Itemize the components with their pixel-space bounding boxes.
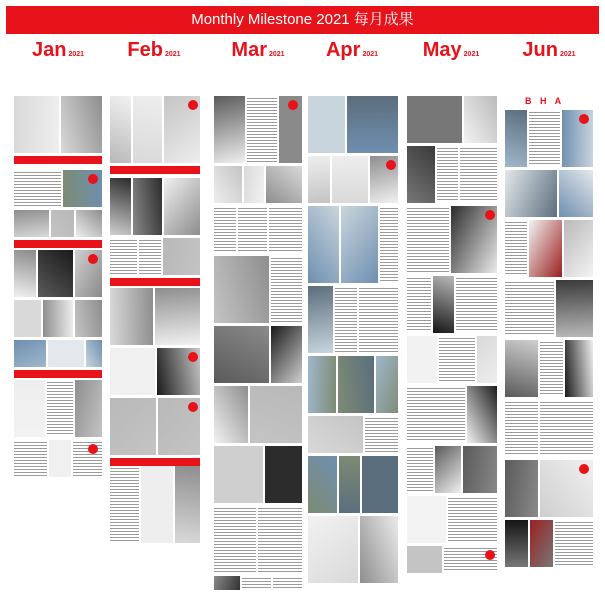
project-image [110,178,131,235]
project-image [214,326,269,383]
project-image [214,256,269,323]
month-year: 2021 [559,51,576,58]
project-image [175,466,200,543]
project-image [529,220,562,277]
text-block [555,522,593,566]
month-column-jan [12,38,104,590]
section-bar [110,278,200,286]
text-block [47,382,73,436]
red-marker [88,174,98,184]
project-image [347,96,398,153]
text-block [14,442,47,476]
project-image [505,170,557,217]
project-image [14,380,45,437]
red-marker [579,114,589,124]
text-block [540,342,563,396]
project-image [308,286,333,353]
month-column-may [405,38,497,590]
month-header [405,38,497,62]
project-image [308,356,336,413]
project-image [308,516,358,583]
section-bar [110,166,200,174]
project-image [564,220,593,277]
text-block [448,498,497,542]
project-image [464,96,497,143]
text-block [437,148,458,202]
month-year: 2021 [68,51,85,58]
project-image [75,380,102,437]
text-block [529,112,560,166]
red-marker [485,550,495,560]
project-image [163,238,200,275]
project-image [308,456,337,513]
text-block [380,208,398,282]
project-image [110,348,155,395]
month-header [212,38,304,62]
red-marker [386,160,396,170]
project-image [308,416,363,453]
project-image [14,340,46,367]
project-image [433,276,454,333]
project-image [75,300,102,337]
text-block [407,208,449,272]
milestone-banner [6,6,599,34]
project-image [49,440,71,477]
month-header [108,38,200,62]
project-image [43,300,73,337]
text-block [456,278,497,332]
month-header [503,38,595,62]
bha-logo-text: B H A [525,96,565,106]
month-year: 2021 [164,51,181,58]
text-block [505,402,538,456]
month-column-feb [108,38,200,590]
text-block [359,288,398,352]
project-image [266,166,302,203]
project-image [505,340,538,397]
project-image [407,546,442,573]
red-marker [88,254,98,264]
month-name: Mar [231,39,267,61]
text-block [271,258,302,322]
project-image [110,96,131,163]
text-block [14,172,61,206]
month-column-apr [306,38,398,590]
month-header [12,38,104,62]
text-block [407,448,433,492]
project-image [214,96,245,163]
project-image [556,280,593,337]
section-bar [14,370,102,378]
month-column-mar [212,38,304,590]
red-marker [188,402,198,412]
month-year: 2021 [362,51,379,58]
project-image [214,576,240,590]
project-image [61,96,102,153]
project-image [76,210,102,237]
red-marker [188,352,198,362]
project-image [341,206,378,283]
project-image [14,300,41,337]
text-block [460,148,497,202]
month-name: May [422,39,462,61]
month-header [306,38,398,62]
project-image [110,398,156,455]
project-image [133,178,162,235]
project-image [86,340,102,367]
project-image [338,356,374,413]
text-block [110,240,137,274]
project-image [407,496,446,543]
project-image [271,326,302,383]
red-marker [485,210,495,220]
project-image [214,166,242,203]
project-image [155,288,200,345]
text-block [214,208,236,252]
banner-title: Monthly Milestone 2021 每月成果 [191,11,414,28]
project-image [376,356,398,413]
project-image [530,520,553,567]
project-image [244,166,264,203]
section-bar [14,240,102,248]
project-image [339,456,360,513]
section-bar [14,156,102,164]
project-image [214,446,263,503]
project-image [250,386,302,443]
project-image [477,336,497,383]
project-image [308,96,345,153]
project-image [14,250,36,297]
text-block [238,208,267,252]
project-image [505,520,528,567]
project-image [214,386,248,443]
month-name: Jan [31,39,67,61]
project-image [38,250,73,297]
project-image [362,456,398,513]
text-block [335,288,357,352]
text-block [365,418,398,452]
text-block [273,578,302,590]
red-marker [188,100,198,110]
red-marker [88,444,98,454]
project-image [407,96,462,143]
project-image [164,178,200,235]
project-image [559,170,593,217]
text-block [110,468,139,542]
text-block [407,388,465,442]
red-marker [579,464,589,474]
project-image [51,210,74,237]
month-name: Apr [325,39,361,61]
text-block [214,508,256,572]
project-image [332,156,368,203]
project-image [133,96,162,163]
project-image [467,386,497,443]
section-bar [110,458,200,466]
month-name: Feb [127,39,163,61]
project-image [141,466,173,543]
red-marker [288,100,298,110]
project-image [14,210,49,237]
text-block [439,338,475,382]
project-image [14,96,59,153]
project-image [435,446,461,493]
project-image [505,110,527,167]
project-image [308,206,339,283]
month-column-jun [503,38,595,590]
text-block [247,98,277,162]
month-year: 2021 [463,51,480,58]
text-block [269,208,302,252]
project-image [463,446,497,493]
project-image [565,340,593,397]
project-image [308,156,330,203]
text-block [407,278,431,332]
text-block [258,508,302,572]
text-block [540,402,593,456]
project-image [265,446,302,503]
project-image [48,340,84,367]
text-block [139,240,161,274]
project-image [360,516,398,583]
project-image [110,288,153,345]
text-block [505,282,554,336]
text-block [242,578,271,590]
project-image [407,336,437,383]
month-year: 2021 [269,51,285,58]
month-name: Jun [522,39,558,61]
project-image [505,460,538,517]
text-block [505,222,527,276]
project-image [407,146,435,203]
